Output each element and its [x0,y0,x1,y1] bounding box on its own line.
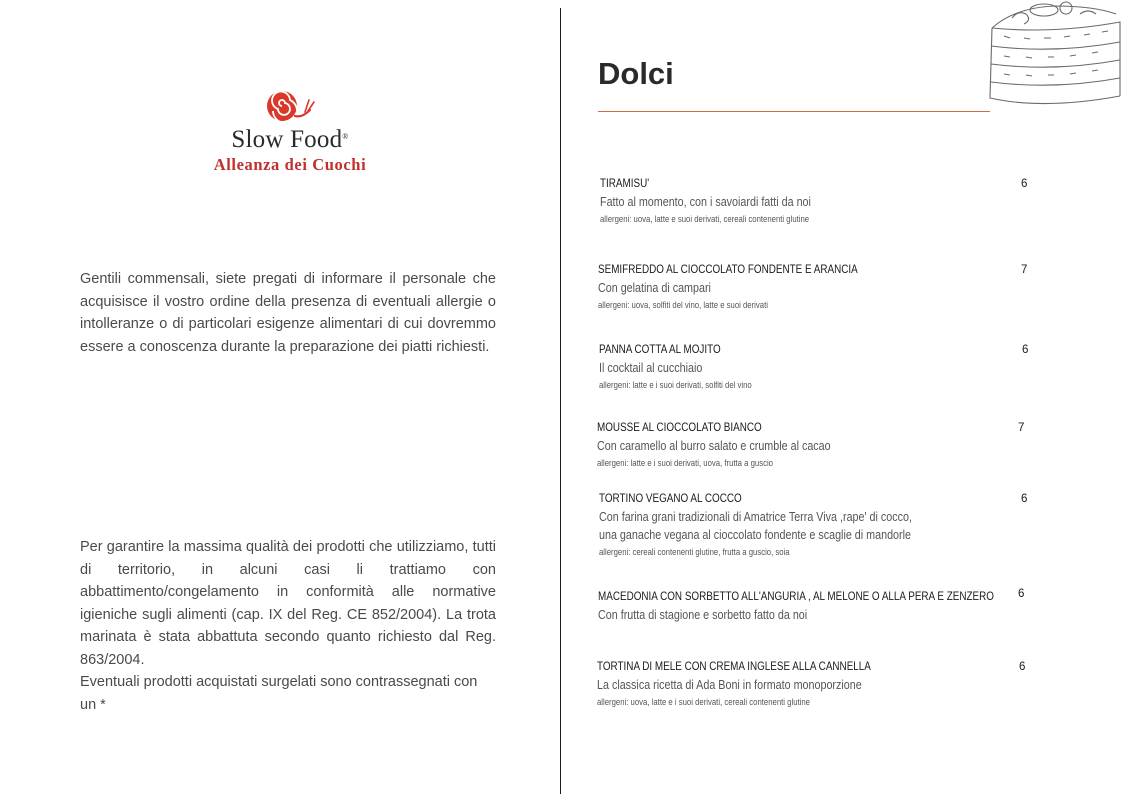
menu-item-price: 6 [1021,493,1028,505]
title-rule [598,111,990,112]
menu-item-name: TIRAMISU' [600,178,650,190]
menu-item-allergens: allergeni: cereali contenenti glutine, frutta a guscio, soia [599,547,790,557]
menu-item-name: SEMIFREDDO AL CIOCCOLATO FONDENTE E ARANCIA [598,264,858,276]
menu-item-mousse [597,422,1037,468]
menu-item-name: TORTINA DI MELE CON CREMA INGLESE ALLA CANNELLA [597,661,871,673]
menu-item-name: MOUSSE AL CIOCCOLATO BIANCO [597,422,762,434]
menu-item-price: 7 [1018,422,1025,434]
quality-notice-text: Per garantire la massima qualità dei prodotti che utilizziamo, tutti di territorio, in alcuni casi li trattiamo con abbattimento/congelamento in conformità alle normative igieniche sugli alimenti (cap. IX del Reg. CE 852/2004). La trota marinata è stata abbattuta secondo quanto richiesto dal Reg. 863/2004. [80,539,496,668]
menu-item-price: 6 [1019,661,1026,673]
menu-item-price: 7 [1021,264,1028,276]
menu-item-name: PANNA COTTA AL MOJITO [599,344,721,356]
allergy-notice [80,268,496,358]
menu-item-description: Con farina grani tradizionali di Amatrice Terra Viva ,rape' di cocco, [599,510,912,524]
menu-item-description-line2: una ganache vegana al cioccolato fondente e scaglie di mandorle [599,528,911,542]
menu-item-name: MACEDONIA CON SORBETTO ALL'ANGURIA , AL MELONE O ALLA PERA E ZENZERO [598,591,994,603]
logo-name: Slow Food® [231,126,349,153]
menu-item-description: Con caramello al burro salato e crumble al cacao [597,439,831,453]
section-title: Dolci [598,56,674,91]
slow-food-logo [190,88,390,175]
quality-notice [80,536,496,716]
menu-item-tortino-vegano [599,493,1039,557]
menu-item-tortina-mele [597,661,1037,707]
menu-item-allergens: allergeni: uova, solfiti del vino, latte e suoi derivati [598,300,768,310]
menu-item-description: Il cocktail al cucchiaio [599,361,703,375]
menu-item-price: 6 [1022,344,1029,356]
frozen-notice-text: Eventuali prodotti acquistati surgelati sono contrassegnati con un * [80,674,478,713]
menu-item-description: Con gelatina di campari [598,281,711,295]
menu-item-allergens: allergeni: latte e i suoi derivati, uova, frutta a guscio [597,458,773,468]
menu-item-semifreddo [598,264,1038,310]
menu-item-description: Fatto al momento, con i savoiardi fatti da noi [600,195,811,209]
menu-item-price: 6 [1018,588,1025,600]
logo-subtitle: Alleanza dei Cuochi [213,155,367,174]
menu-item-macedonia [598,591,1038,622]
allergy-notice-text: Gentili commensali, siete pregati di informare il personale che acquisisce il vostro ordine della presenza di eventuali allergie o intolleranze o di particolari esigenze alimentari di cui dovremmo essere a conoscenza durante la preparazione dei piatti richiesti. [80,271,496,355]
menu-item-allergens: allergeni: uova, latte e i suoi derivati, cereali contenenti glutine [597,697,810,707]
snail-icon [264,88,316,124]
menu-item-price: 6 [1021,178,1028,190]
menu-item-name: TORTINO VEGANO AL COCCO [599,493,742,505]
cake-illustration-icon [984,0,1122,112]
menu-item-tiramisu [600,178,1040,224]
menu-item-panna-cotta [599,344,1039,390]
menu-item-allergens: allergeni: latte e i suoi derivati, solfiti del vino [599,380,752,390]
menu-item-allergens: allergeni: uova, latte e suoi derivati, cereali contenenti glutine [600,214,810,224]
menu-item-description: La classica ricetta di Ada Boni in formato monoporzione [597,678,862,692]
page-divider [560,8,561,794]
menu-item-description: Con frutta di stagione e sorbetto fatto da noi [598,608,808,622]
